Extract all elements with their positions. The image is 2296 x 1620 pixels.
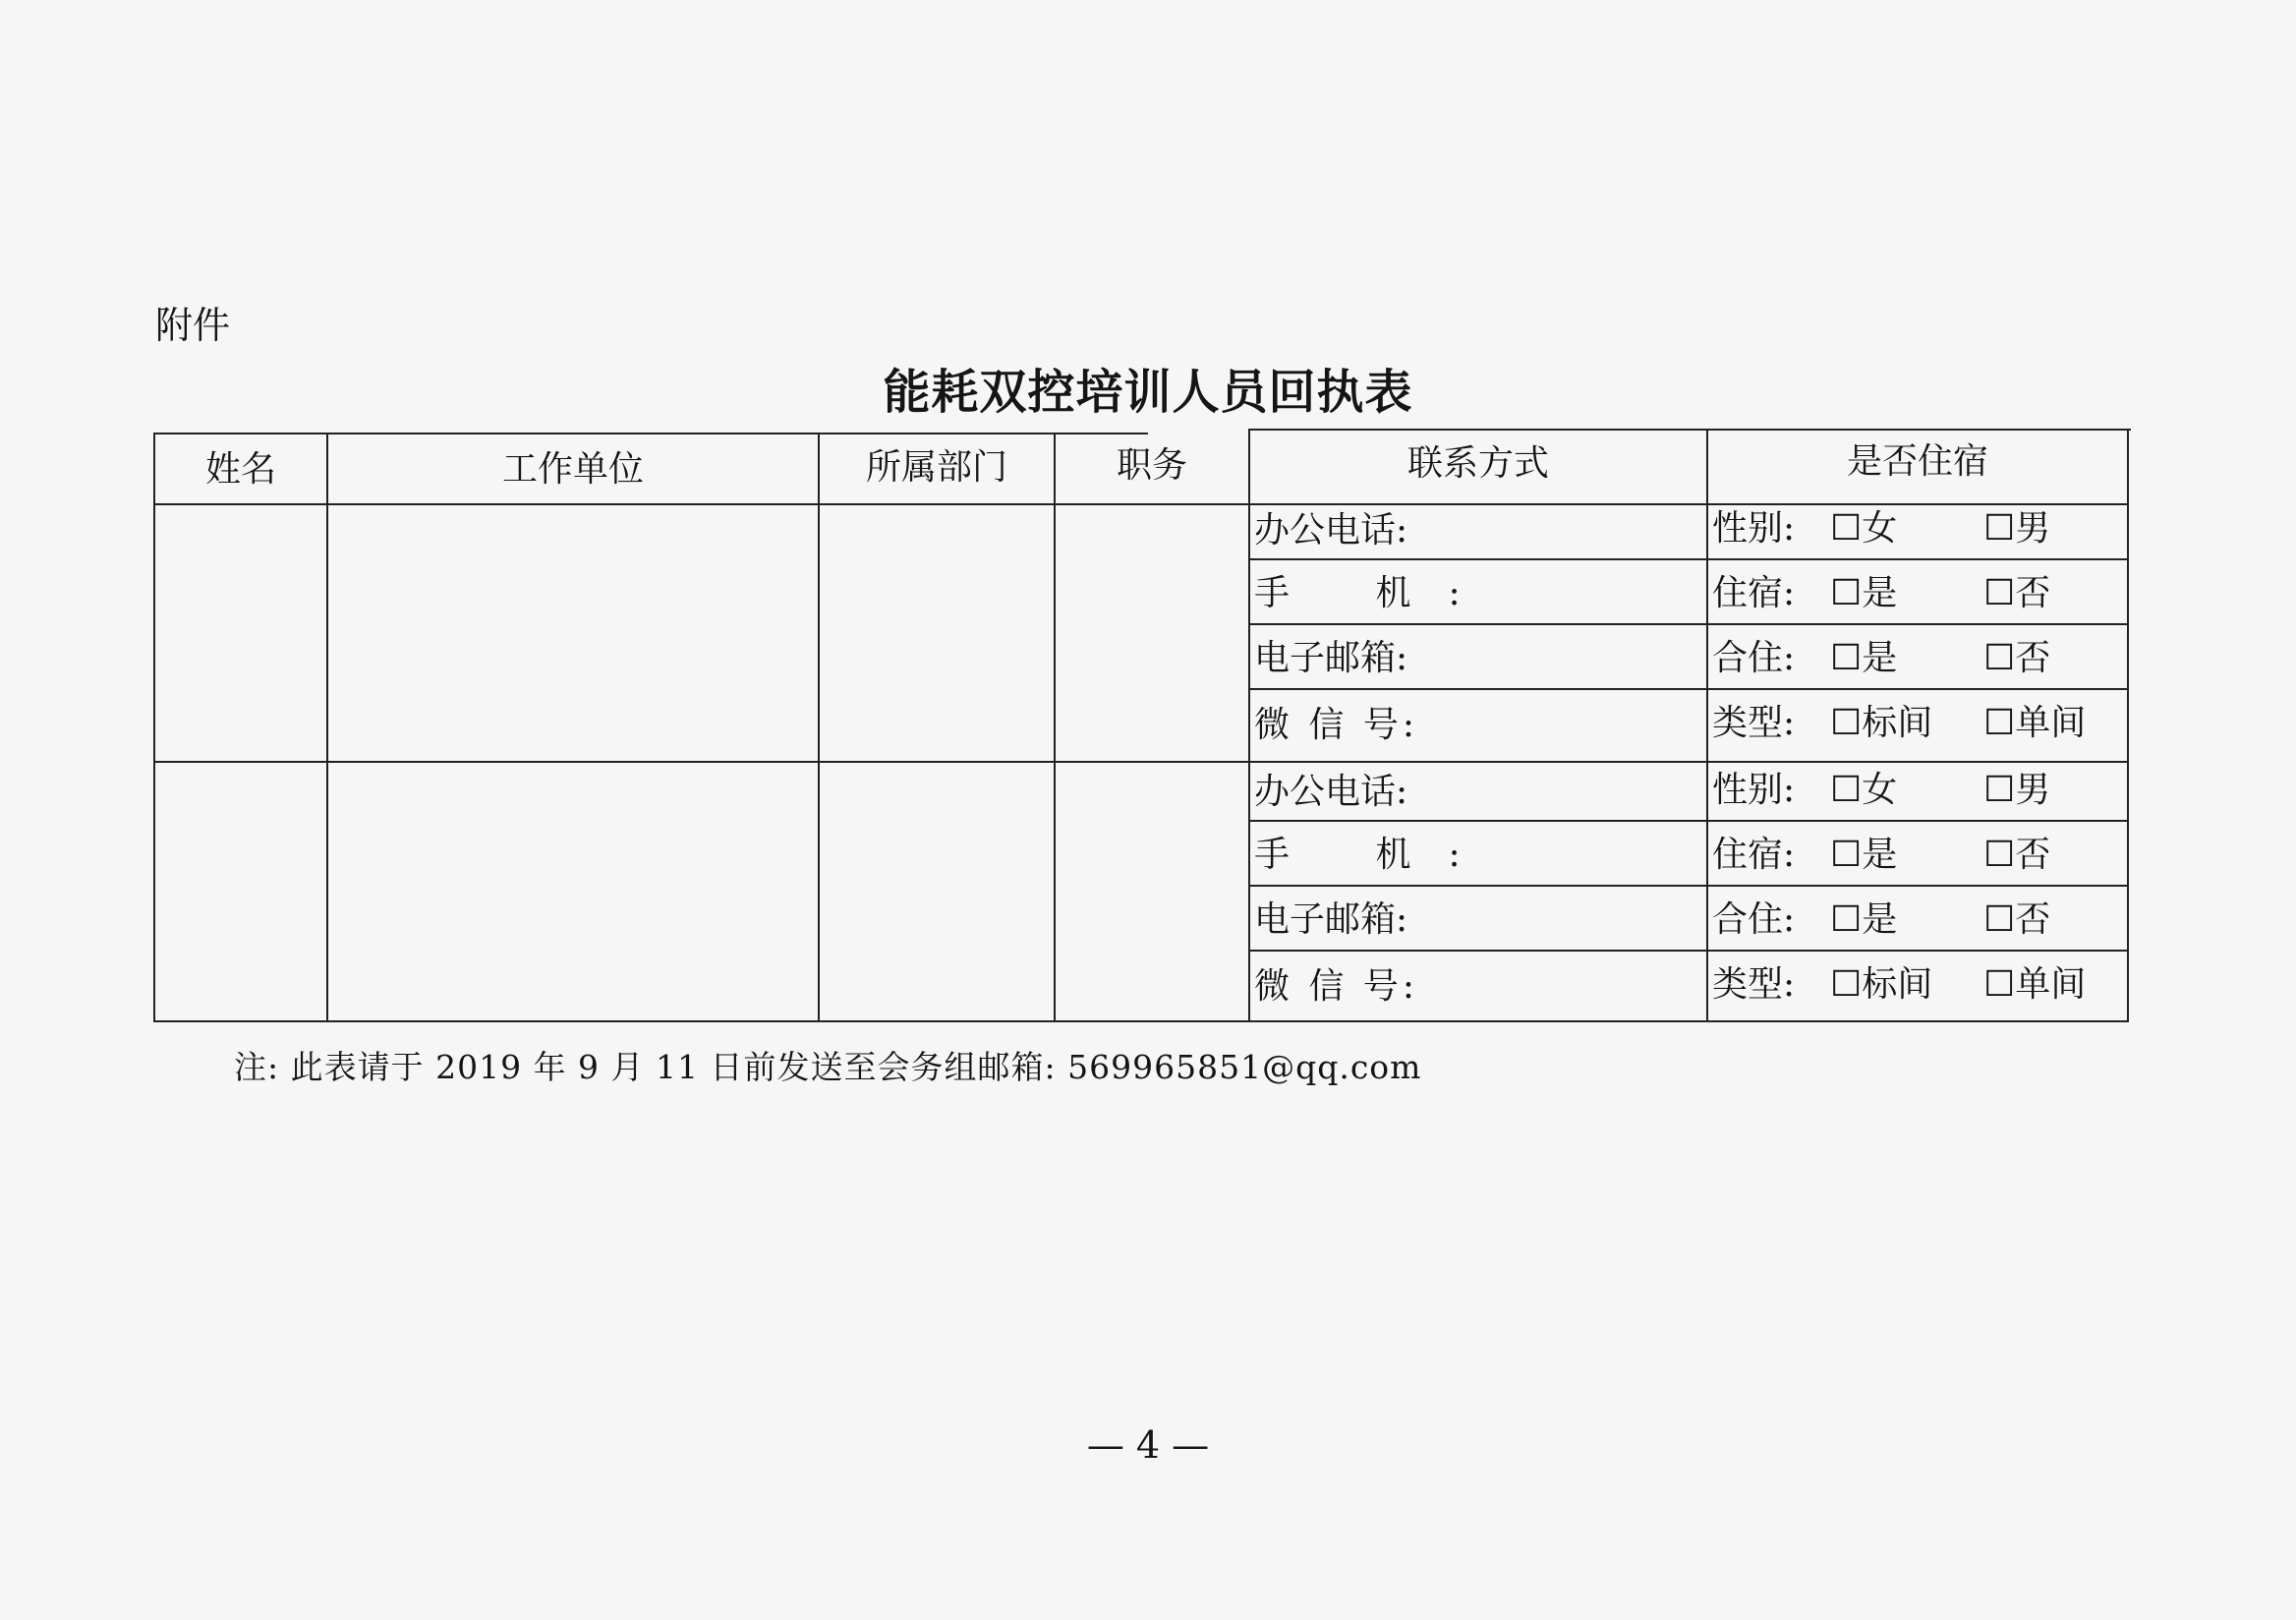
column-divider xyxy=(1248,429,1250,1022)
header-contact: 联系方式 xyxy=(1406,443,1549,484)
shared-no-checkbox[interactable]: ☐否 xyxy=(1983,899,2051,940)
column-divider xyxy=(1054,433,1056,1022)
gender-label: 性别: xyxy=(1712,770,1796,810)
female-checkbox[interactable]: ☐女 xyxy=(1830,770,1898,810)
column-divider xyxy=(326,433,328,1022)
header-lodging: 是否住宿 xyxy=(1846,441,1988,482)
group-divider xyxy=(153,761,2129,763)
row-divider xyxy=(1248,558,2129,560)
male-checkbox[interactable]: ☐男 xyxy=(1983,770,2051,810)
header-work-unit: 工作单位 xyxy=(501,449,644,490)
standard-room-checkbox[interactable]: ☐标间 xyxy=(1830,703,1933,743)
shared-room-label: 合住: xyxy=(1712,638,1796,678)
male-checkbox[interactable]: ☐男 xyxy=(1983,508,2051,549)
column-divider xyxy=(818,433,820,1022)
room-type-label: 类型: xyxy=(1712,703,1796,743)
wechat-label: 微 信 号: xyxy=(1254,705,1419,745)
lodging-yes-checkbox[interactable]: ☐是 xyxy=(1830,835,1898,875)
lodging-label: 住宿: xyxy=(1712,835,1796,875)
row-divider xyxy=(1248,820,2129,822)
document-title: 能耗双控培训人员回执表 xyxy=(883,365,1413,420)
shared-yes-checkbox[interactable]: ☐是 xyxy=(1830,638,1898,678)
row-divider xyxy=(1248,950,2129,952)
header-divider xyxy=(153,503,2129,505)
office-phone-label: 办公电话: xyxy=(1254,772,1408,812)
mobile-label: 手 机: xyxy=(1254,573,1498,613)
shared-yes-checkbox[interactable]: ☐是 xyxy=(1830,899,1898,940)
email-label: 电子邮箱: xyxy=(1254,899,1408,940)
row-divider xyxy=(1248,623,2129,625)
single-room-checkbox[interactable]: ☐单间 xyxy=(1983,964,2087,1005)
single-room-checkbox[interactable]: ☐单间 xyxy=(1983,703,2087,743)
table-border-bottom xyxy=(153,1020,2129,1022)
header-position: 职务 xyxy=(1116,445,1187,486)
email-label: 电子邮箱: xyxy=(1254,638,1408,678)
lodging-no-checkbox[interactable]: ☐否 xyxy=(1983,835,2051,875)
shared-room-label: 合住: xyxy=(1712,899,1796,940)
standard-room-checkbox[interactable]: ☐标间 xyxy=(1830,964,1933,1005)
room-type-label: 类型: xyxy=(1712,964,1796,1005)
lodging-yes-checkbox[interactable]: ☐是 xyxy=(1830,573,1898,613)
female-checkbox[interactable]: ☐女 xyxy=(1830,508,1898,549)
office-phone-label: 办公电话: xyxy=(1254,510,1408,550)
lodging-label: 住宿: xyxy=(1712,573,1796,613)
submission-note: 注: 此表请于 2019 年 9 月 11 日前发送至会务组邮箱: 569965851@qq.com xyxy=(234,1048,1422,1086)
header-name: 姓名 xyxy=(204,449,276,490)
table-border-right xyxy=(2127,429,2129,1022)
gender-label: 性别: xyxy=(1712,508,1796,549)
column-divider xyxy=(1706,429,1708,1022)
mobile-label: 手 机: xyxy=(1254,835,1498,875)
attachment-label: 附件 xyxy=(155,304,231,347)
wechat-label: 微 信 号: xyxy=(1254,966,1419,1007)
shared-no-checkbox[interactable]: ☐否 xyxy=(1983,638,2051,678)
lodging-no-checkbox[interactable]: ☐否 xyxy=(1983,573,2051,613)
header-department: 所属部门 xyxy=(865,447,1007,488)
table-border-top-right xyxy=(1248,429,2131,431)
table-border-top xyxy=(153,433,1148,434)
row-divider xyxy=(1248,688,2129,690)
row-divider xyxy=(1248,885,2129,887)
page-number: — 4 — xyxy=(1086,1423,1210,1467)
table-border-left xyxy=(153,433,155,1022)
